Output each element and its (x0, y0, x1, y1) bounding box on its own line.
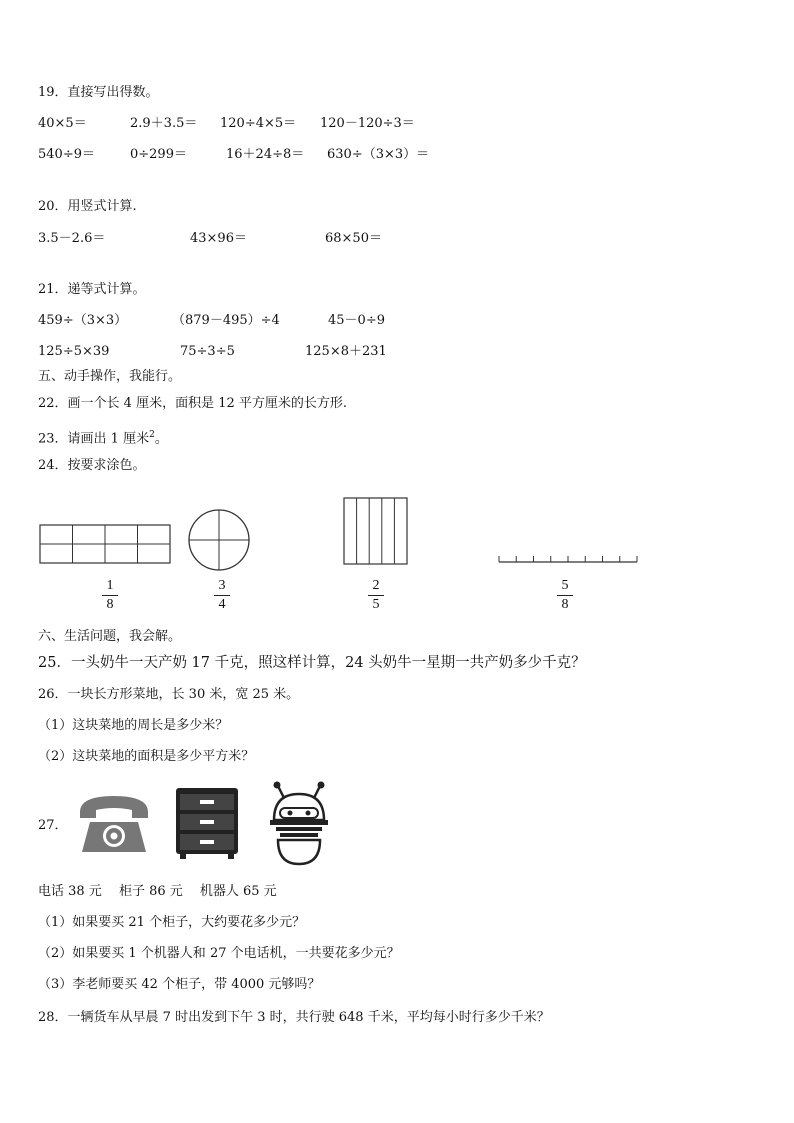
q27-number: 27． (38, 818, 68, 833)
q19-item: 630÷（3×3）＝ (327, 147, 430, 162)
q21-title: 21．递等式计算。 (38, 282, 146, 297)
circle-quarters-figure (187, 508, 251, 572)
q19-item: 120÷4×5＝ (220, 116, 297, 131)
q26-title: 26．一块长方形菜地，长 30 米，宽 25 米。 (38, 687, 300, 702)
q21-item: 125×8＋231 (305, 344, 387, 359)
q20-title: 20．用竖式计算. (38, 199, 137, 214)
telephone-icon (76, 790, 152, 856)
robot-icon (266, 780, 332, 868)
q20-item: 43×96＝ (190, 231, 247, 246)
segment-eighths-figure (497, 552, 639, 564)
section-five-heading: 五、动手操作，我能行。 (38, 369, 182, 384)
q20-item: 68×50＝ (325, 231, 382, 246)
fraction-label: 2 5 (364, 578, 388, 613)
q25-text: 25．一头奶牛一天产奶 17 千克，照这样计算，24 头奶牛一星期一共产奶多少千克？ (38, 655, 586, 671)
fraction-label: 3 4 (210, 578, 234, 613)
q27-sub1: （1）如果要买 21 个柜子，大约要花多少元？ (38, 915, 306, 930)
q19-item: 540÷9＝ (38, 147, 95, 162)
q24-title: 24．按要求涂色。 (38, 458, 146, 473)
q21-item: 75÷3÷5 (180, 344, 235, 359)
fraction-label: 5 8 (553, 578, 577, 613)
q21-item: 459÷（3×3） (38, 313, 128, 328)
section-six-heading: 六、生活问题，我会解。 (38, 629, 182, 644)
q27-prices: 电话 38 元 柜子 86 元 机器人 65 元 (38, 884, 277, 899)
q21-item: （879－495）÷4 (172, 313, 280, 328)
q20-item: 3.5－2.6＝ (38, 231, 106, 246)
q23-text: 23．请画出 1 厘米$^2$。 (38, 430, 168, 447)
q22-text: 22．画一个长 4 厘米，面积是 12 平方厘米的长方形. (38, 396, 348, 411)
q19-item: 2.9＋3.5＝ (130, 116, 198, 131)
q19-title: 19．直接写出得数。 (38, 85, 159, 100)
q26-sub1: （1）这块菜地的周长是多少米？ (38, 718, 229, 733)
q28-text: 28．一辆货车从早晨 7 时出发到下午 3 时，共行驶 648 千米，平均每小时行多少千米？ (38, 1010, 550, 1025)
q21-item: 45－0÷9 (328, 313, 385, 328)
q19-item: 16＋24÷8＝ (226, 147, 305, 162)
q21-item: 125÷5×39 (38, 344, 110, 359)
q19-item: 120－120÷3＝ (320, 116, 415, 131)
q26-sub2: （2）这块菜地的面积是多少平方米？ (38, 749, 255, 764)
q19-item: 0÷299＝ (130, 147, 187, 162)
fraction-label: 1 8 (98, 578, 122, 613)
q27-sub2: （2）如果要买 1 个机器人和 27 个电话机，一共要花多少元？ (38, 946, 400, 961)
q19-item: 40×5＝ (38, 116, 87, 131)
rectangle-eighths-figure (38, 523, 172, 565)
q27-sub3: （3）李老师要买 42 个柜子，带 4000 元够吗？ (38, 977, 321, 992)
cabinet-icon (174, 786, 240, 860)
rectangle-fifths-figure (342, 496, 410, 566)
